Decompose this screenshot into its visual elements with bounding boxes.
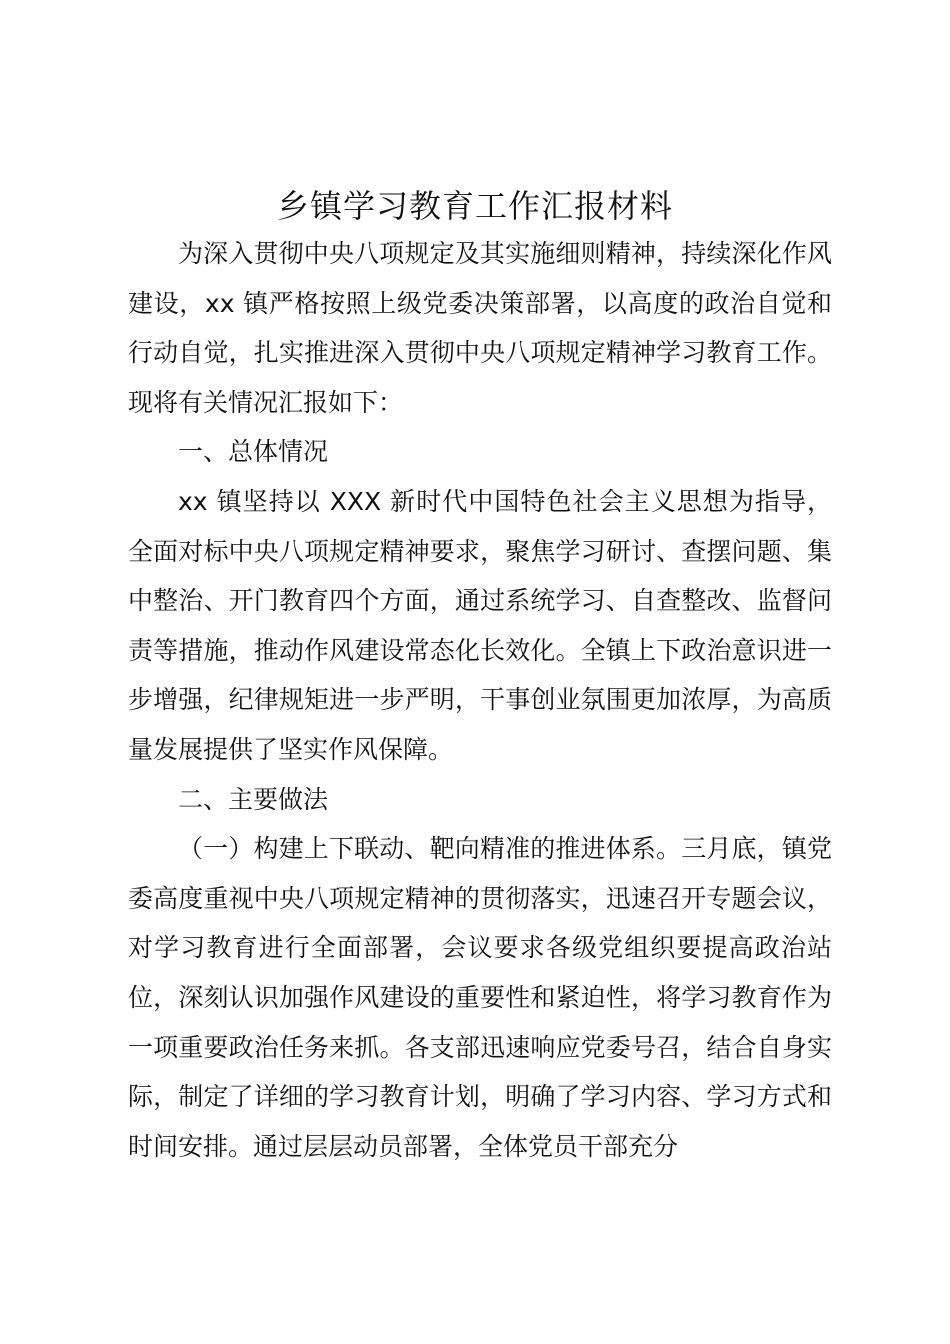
practice-paragraph-1: （一）构建上下联动、靶向精准的推进体系。三月底，镇党委高度重视中央八项规定精神的贯彻落实，迅速召开专题会议，对学习教育进行全面部署，会议要求各级党组织要提高政治站位，深刻认识加强作风建设的重要性和紧迫性，将学习教育作为一项重要政治任务来抓。各支部迅速响应党委号召，结合自身实际，制定了详细的学习教育计划，明确了学习内容、学习方式和时间安排。通过层层动员部署，全体党员干部充分 (128, 834, 832, 1161)
document-title: 乡镇学习教育工作汇报材料 (276, 187, 673, 225)
section-heading-practices: 二、主要做法 (178, 784, 329, 814)
intro-paragraph: 为深入贯彻中央八项规定及其实施细则精神，持续深化作风建设，xx 镇严格按照上级党委决策部署，以高度的政治自觉和行动自觉，扎实推进深入贯彻中央八项规定精神学习教育工作。现将有关情况汇报如下： (128, 239, 832, 417)
section-heading-overview: 一、总体情况 (178, 437, 329, 467)
overview-paragraph: xx 镇坚持以 XXX 新时代中国特色社会主义思想为指导，全面对标中央八项规定精神要求，聚焦学习研讨、查摆问题、集中整治、开门教育四个方面，通过系统学习、自查整改、监督问责等措施，推动作风建设常态化长效化。全镇上下政治意识进一步增强，纪律规矩进一步严明，干事创业氛围更加浓厚，为高质量发展提供了坚实作风保障。 (128, 486, 832, 764)
document-body (128, 229, 832, 1171)
